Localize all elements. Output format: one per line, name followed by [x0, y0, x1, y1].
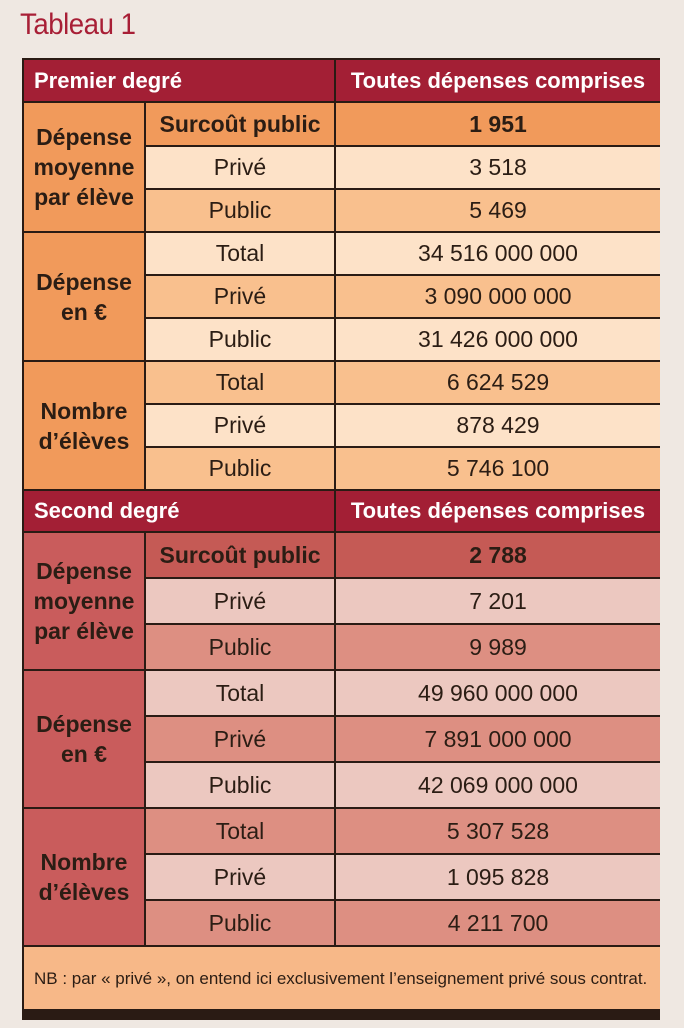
- row-value: 31 426 000 000: [336, 319, 660, 360]
- data-table: [22, 58, 662, 1011]
- table-title: Tableau 1: [20, 8, 136, 41]
- column-header: Toutes dépenses comprises: [336, 60, 660, 101]
- row-value: 2 788: [336, 533, 660, 577]
- row-label: Public: [146, 901, 334, 945]
- row-value: 878 429: [336, 405, 660, 446]
- row-label: Privé: [146, 579, 334, 623]
- row-value: 5 469: [336, 190, 660, 231]
- row-value: 7 891 000 000: [336, 717, 660, 761]
- row-value: 5 307 528: [336, 809, 660, 853]
- row-label: Privé: [146, 717, 334, 761]
- footnote: NB : par « privé », on entend ici exclusivement l’enseignement privé sous contrat.: [24, 947, 660, 1009]
- table-row: [24, 533, 660, 577]
- row-value: 3 518: [336, 147, 660, 188]
- group-label: Nombre d’élèves: [24, 362, 144, 489]
- row-value: 5 746 100: [336, 448, 660, 489]
- group-label: Dépense en €: [24, 233, 144, 360]
- group-label: Nombre d’élèves: [24, 809, 144, 945]
- row-label: Total: [146, 671, 334, 715]
- table-row: [24, 362, 660, 403]
- section-second-degre: [24, 491, 660, 1009]
- table-row: [24, 809, 660, 853]
- row-value: 6 624 529: [336, 362, 660, 403]
- table-row: [24, 103, 660, 145]
- group-label: Dépense en €: [24, 671, 144, 807]
- section-title: Premier degré: [24, 60, 334, 101]
- row-value: 4 211 700: [336, 901, 660, 945]
- table-frame: [22, 58, 660, 1020]
- row-label: Privé: [146, 276, 334, 317]
- note-row: [24, 947, 660, 1009]
- row-value: 7 201: [336, 579, 660, 623]
- section-premier-degre: [24, 60, 660, 489]
- row-label: Privé: [146, 405, 334, 446]
- row-value: 34 516 000 000: [336, 233, 660, 274]
- row-label: Public: [146, 448, 334, 489]
- group-label: Dépense moyenne par élève: [24, 533, 144, 669]
- section-header-row: [24, 60, 660, 101]
- row-label: Privé: [146, 147, 334, 188]
- row-label: Public: [146, 763, 334, 807]
- table-row: [24, 233, 660, 274]
- row-label: Privé: [146, 855, 334, 899]
- column-header: Toutes dépenses comprises: [336, 491, 660, 531]
- row-value: 49 960 000 000: [336, 671, 660, 715]
- group-label: Dépense moyenne par élève: [24, 103, 144, 231]
- row-label: Surcoût public: [146, 533, 334, 577]
- table-row: [24, 671, 660, 715]
- row-label: Public: [146, 319, 334, 360]
- row-value: 1 095 828: [336, 855, 660, 899]
- section-header-row: [24, 491, 660, 531]
- row-value: 42 069 000 000: [336, 763, 660, 807]
- row-label: Total: [146, 809, 334, 853]
- row-label: Total: [146, 362, 334, 403]
- row-label: Surcoût public: [146, 103, 334, 145]
- row-value: 1 951: [336, 103, 660, 145]
- row-label: Public: [146, 190, 334, 231]
- row-label: Public: [146, 625, 334, 669]
- row-value: 3 090 000 000: [336, 276, 660, 317]
- row-value: 9 989: [336, 625, 660, 669]
- row-label: Total: [146, 233, 334, 274]
- section-title: Second degré: [24, 491, 334, 531]
